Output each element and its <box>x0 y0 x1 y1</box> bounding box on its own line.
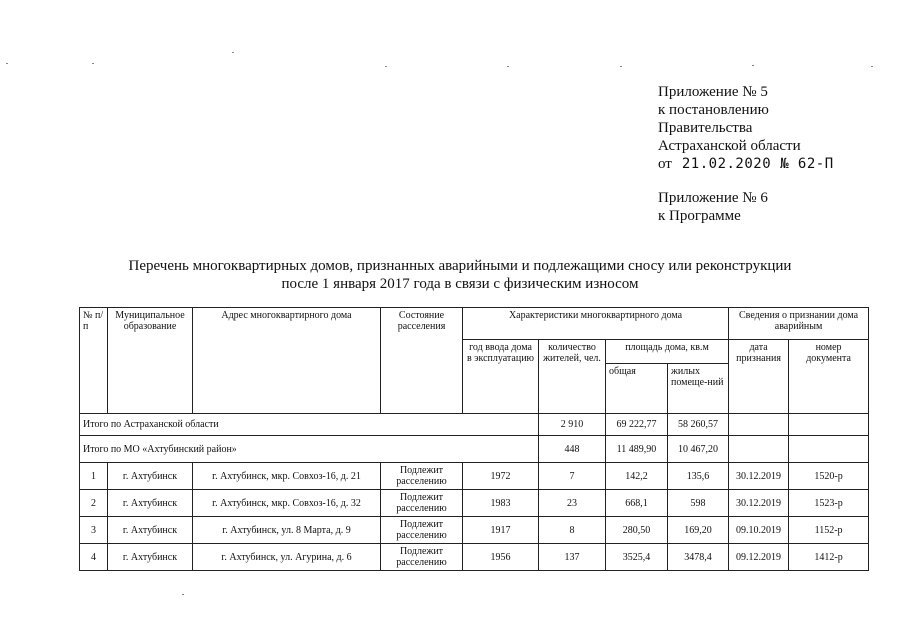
row-municipality: г. Ахтубинск <box>108 544 193 571</box>
total-area: 11 489,90 <box>606 436 668 463</box>
row-area-living: 3478,4 <box>668 544 729 571</box>
title-line: Перечень многоквартирных домов, признанных аварийными и подлежащими сносу или реконструкции <box>128 258 792 274</box>
total-row-district <box>80 436 869 463</box>
header-residents: количество жителей, чел. <box>539 340 606 414</box>
total-residents: 2 910 <box>539 414 606 436</box>
handwritten-date: 21.02.2020 № 62-П <box>681 156 834 172</box>
header-status: Состояние расселения <box>381 308 463 414</box>
total-living-area: 10 467,20 <box>668 436 729 463</box>
row-area-total: 3525,4 <box>606 544 668 571</box>
row-municipality: г. Ахтубинск <box>108 517 193 544</box>
header-area-total: общая <box>606 364 668 414</box>
row-year: 1972 <box>463 463 539 490</box>
total-row-region <box>80 414 869 436</box>
header-num: № п/п <box>80 308 108 414</box>
row-address: г. Ахтубинск, мкр. Совхоз-16, д. 21 <box>193 463 381 490</box>
document-title <box>60 257 860 293</box>
title-line: после 1 января 2017 года в связи с физическим износом <box>281 276 639 292</box>
row-date: 30.12.2019 <box>729 463 789 490</box>
header-recognition: Сведения о признании дома аварийным <box>729 308 869 340</box>
header-characteristics: Характеристики многоквартирного дома <box>463 308 729 340</box>
table-row <box>80 490 869 517</box>
row-status: Подлежит расселению <box>381 490 463 517</box>
appendix2-line: к Программе <box>658 208 741 224</box>
row-date: 09.12.2019 <box>729 544 789 571</box>
table-row <box>80 517 869 544</box>
row-num: 4 <box>80 544 108 571</box>
header-year: год ввода дома в эксплуатацию <box>463 340 539 414</box>
row-status: Подлежит расселению <box>381 463 463 490</box>
row-date: 30.12.2019 <box>729 490 789 517</box>
header-address: Адрес многоквартирного дома <box>193 308 381 414</box>
row-year: 1917 <box>463 517 539 544</box>
table-row <box>80 463 869 490</box>
row-doc-number: 1412-р <box>789 544 869 571</box>
row-num: 1 <box>80 463 108 490</box>
row-status: Подлежит расселению <box>381 517 463 544</box>
appendix-line: Приложение № 5 <box>658 84 768 100</box>
row-doc-number: 1152-р <box>789 517 869 544</box>
header-area: площадь дома, кв.м <box>606 340 729 364</box>
housing-table <box>79 307 869 571</box>
appendix2-line: Приложение № 6 <box>658 190 768 206</box>
row-status: Подлежит расселению <box>381 544 463 571</box>
row-residents: 137 <box>539 544 606 571</box>
row-residents: 8 <box>539 517 606 544</box>
row-address: г. Ахтубинск, ул. 8 Марта, д. 9 <box>193 517 381 544</box>
row-doc-number: 1523-р <box>789 490 869 517</box>
appendix-line: Астраханской области <box>658 138 801 154</box>
total-area: 69 222,77 <box>606 414 668 436</box>
row-num: 2 <box>80 490 108 517</box>
appendix-block <box>658 83 834 225</box>
header-doc-number: номер документа <box>789 340 869 414</box>
row-municipality: г. Ахтубинск <box>108 463 193 490</box>
row-area-living: 169,20 <box>668 517 729 544</box>
total-residents: 448 <box>539 436 606 463</box>
row-municipality: г. Ахтубинск <box>108 490 193 517</box>
row-date: 09.10.2019 <box>729 517 789 544</box>
row-doc-number: 1520-р <box>789 463 869 490</box>
header-date: дата признания <box>729 340 789 414</box>
row-address: г. Ахтубинск, мкр. Совхоз-16, д. 32 <box>193 490 381 517</box>
row-residents: 23 <box>539 490 606 517</box>
row-area-total: 280,50 <box>606 517 668 544</box>
row-area-living: 135,6 <box>668 463 729 490</box>
row-year: 1956 <box>463 544 539 571</box>
total-living-area: 58 260,57 <box>668 414 729 436</box>
table-row <box>80 544 869 571</box>
row-address: г. Ахтубинск, ул. Агурина, д. 6 <box>193 544 381 571</box>
total-label: Итого по Астраханской области <box>80 414 539 436</box>
header-municipality: Муниципальное образование <box>108 308 193 414</box>
row-year: 1983 <box>463 490 539 517</box>
appendix-date-line <box>658 155 834 173</box>
row-area-total: 668,1 <box>606 490 668 517</box>
date-prefix: от <box>658 156 672 172</box>
row-num: 3 <box>80 517 108 544</box>
total-label: Итого по МО «Ахтубинский район» <box>80 436 539 463</box>
row-area-total: 142,2 <box>606 463 668 490</box>
row-area-living: 598 <box>668 490 729 517</box>
appendix-line: Правительства <box>658 120 753 136</box>
header-area-living: жилых помеще-ний <box>668 364 729 414</box>
row-residents: 7 <box>539 463 606 490</box>
appendix-line: к постановлению <box>658 102 769 118</box>
